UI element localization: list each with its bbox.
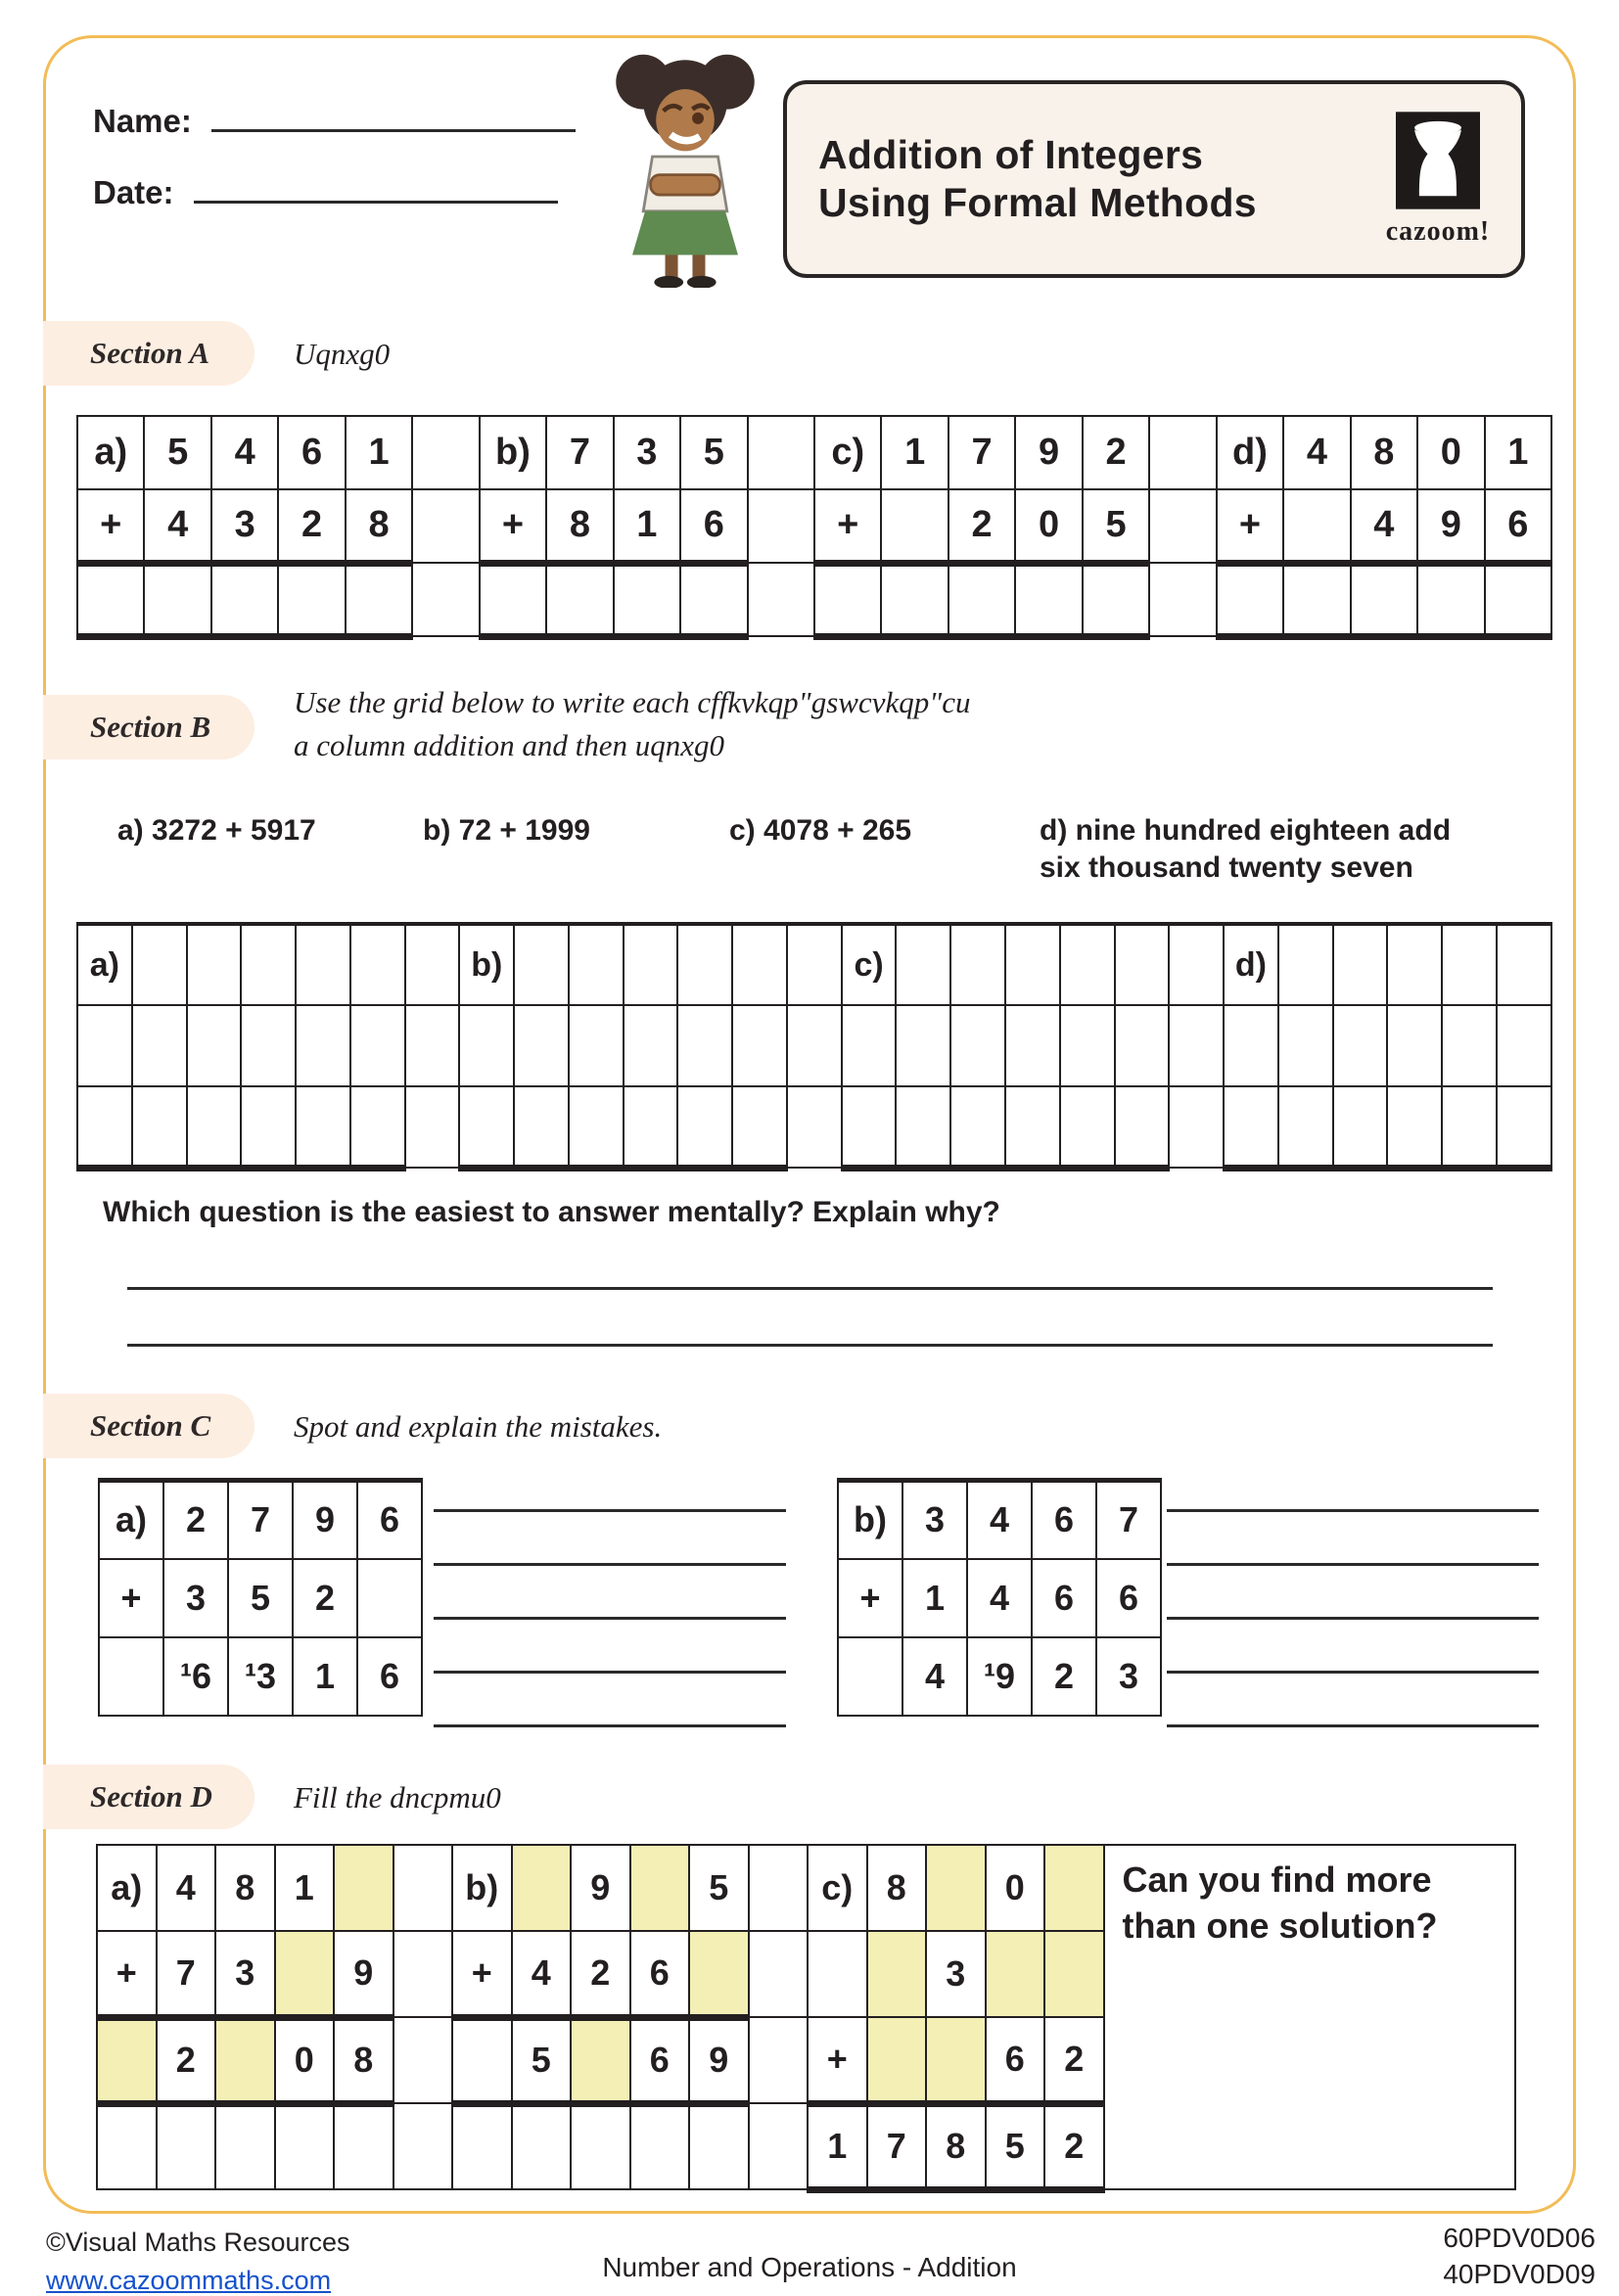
spacer-cell	[787, 1086, 842, 1168]
digit-cell: 1	[902, 1559, 967, 1637]
answer-line[interactable]	[434, 1509, 786, 1512]
digit-cell: 4	[512, 1931, 572, 2017]
blank-cell[interactable]	[334, 2103, 393, 2189]
blank-cell[interactable]	[452, 2017, 512, 2103]
blank-cell[interactable]	[986, 1931, 1045, 2017]
answer-cell[interactable]	[1283, 563, 1350, 636]
blank-cell[interactable]	[569, 924, 624, 1005]
group-label: b)	[838, 1481, 902, 1559]
blank-cell[interactable]	[1060, 1005, 1115, 1086]
date-label: Date:	[93, 174, 174, 210]
spacer-cell	[749, 1845, 809, 1931]
spacer-cell	[405, 924, 460, 1005]
blank-cell[interactable]	[630, 2103, 690, 2189]
blank-cell[interactable]	[350, 924, 405, 1005]
worksheet-title: Addition of Integers Using Formal Methods	[818, 131, 1257, 225]
spacer-cell	[749, 1931, 809, 2017]
answer-cell[interactable]	[1015, 563, 1082, 636]
blank-cell[interactable]	[926, 1845, 986, 1931]
group-label: a)	[99, 1481, 163, 1559]
plus-cell: +	[808, 2017, 867, 2103]
blank-cell[interactable]	[569, 1005, 624, 1086]
blank-cell[interactable]	[1060, 924, 1115, 1005]
group-label: c)	[842, 924, 897, 1005]
question-d: d) nine hundred eighteen add six thousand twenty seven	[1040, 814, 1452, 884]
blank-cell[interactable]	[881, 489, 948, 563]
blank-cell[interactable]	[514, 1005, 569, 1086]
blank-cell[interactable]	[1333, 924, 1388, 1005]
digit-cell: 5	[1083, 489, 1149, 563]
plus-cell: +	[838, 1559, 902, 1637]
spacer-cell	[393, 1845, 453, 1931]
answer-line[interactable]	[434, 1671, 786, 1674]
digit-cell: 5	[228, 1559, 293, 1637]
name-input-line[interactable]	[211, 98, 576, 132]
digit-cell: 4	[967, 1481, 1032, 1559]
section-b-grid	[76, 922, 1552, 1171]
answer-cell[interactable]	[732, 1086, 787, 1168]
section-c-header: Section C	[43, 1394, 254, 1458]
spacer-cell	[412, 489, 479, 563]
spacer-cell	[1169, 1005, 1224, 1086]
digit-cell: 9	[1015, 416, 1082, 489]
blank-cell[interactable]	[1497, 924, 1551, 1005]
logo-text: cazoom!	[1385, 215, 1491, 247]
blank-cell[interactable]	[732, 924, 787, 1005]
digit-cell: 3	[614, 416, 680, 489]
worksheet-title-box	[783, 80, 1525, 278]
digit-cell: 5	[689, 1845, 749, 1931]
girl-mascot-illustration	[592, 51, 778, 288]
digit-cell: 2	[571, 1931, 630, 2017]
answer-line[interactable]	[127, 1344, 1493, 1347]
digit-cell: 7	[546, 416, 613, 489]
digit-cell: 9	[293, 1481, 357, 1559]
plus-cell: +	[480, 489, 546, 563]
group-label: a)	[97, 1845, 157, 1931]
answer-cell[interactable]	[1351, 563, 1417, 636]
plus-cell	[77, 1005, 132, 1086]
plus-cell	[1224, 1005, 1278, 1086]
digit-cell: ¹6	[163, 1637, 228, 1716]
answer-cell[interactable]	[211, 563, 278, 636]
digit-cell: 8	[926, 2103, 986, 2189]
blank-cell[interactable]	[357, 1559, 422, 1637]
digit-cell: 4	[902, 1637, 967, 1716]
digit-cell: 0	[1417, 416, 1484, 489]
spacer-cell	[1169, 1086, 1224, 1168]
digit-cell: 7	[228, 1481, 293, 1559]
answer-line[interactable]	[1167, 1509, 1539, 1512]
digit-cell: 1	[808, 2103, 867, 2189]
digit-cell: 6	[357, 1637, 422, 1716]
cazoom-logo	[1380, 112, 1496, 248]
group-label: c)	[814, 416, 881, 489]
spacer-cell	[748, 416, 814, 489]
answer-cell[interactable]	[896, 1086, 950, 1168]
answer-cell[interactable]	[1333, 1086, 1388, 1168]
blank-cell[interactable]	[1283, 489, 1350, 563]
answer-cell[interactable]	[350, 1086, 405, 1168]
section-b-header: Section B	[43, 695, 254, 759]
answer-cell[interactable]	[881, 563, 948, 636]
answer-cell[interactable]	[1217, 563, 1283, 636]
digit-cell: ¹9	[967, 1637, 1032, 1716]
spacer-cell	[1169, 924, 1224, 1005]
drum-icon	[1396, 112, 1480, 209]
group-label: d)	[1224, 924, 1278, 1005]
digit-cell: 6	[1485, 489, 1551, 563]
answer-cell[interactable]	[569, 1086, 624, 1168]
answer-cell[interactable]	[624, 1086, 678, 1168]
digit-cell: 8	[334, 2017, 393, 2103]
section-c-table-a	[98, 1478, 423, 1717]
digit-cell: 5	[986, 2103, 1045, 2189]
digit-cell: 7	[948, 416, 1015, 489]
answer-cell[interactable]	[187, 1086, 242, 1168]
digit-cell: 2	[948, 489, 1015, 563]
blank-cell[interactable]	[350, 1005, 405, 1086]
digit-cell: 5	[144, 416, 210, 489]
blank-cell[interactable]	[896, 924, 950, 1005]
spacer-cell	[1149, 563, 1216, 636]
digit-cell: 9	[689, 2017, 749, 2103]
blank-cell[interactable]	[867, 1931, 927, 2017]
answer-cell[interactable]	[677, 1086, 732, 1168]
answer-line[interactable]	[434, 1563, 786, 1566]
digit-cell: 2	[1083, 416, 1149, 489]
answer-cell[interactable]	[1417, 563, 1484, 636]
blank-cell[interactable]	[512, 1845, 572, 1931]
answer-cell[interactable]	[614, 563, 680, 636]
answer-cell[interactable]	[948, 563, 1015, 636]
blank-cell[interactable]	[1387, 1005, 1442, 1086]
digit-cell: 4	[157, 1845, 216, 1931]
digit-cell: 6	[278, 416, 345, 489]
plus-cell: +	[99, 1559, 163, 1637]
blank-cell[interactable]	[1044, 1845, 1104, 1931]
answer-line[interactable]	[1167, 1617, 1539, 1620]
answer-cell[interactable]	[1005, 1086, 1060, 1168]
blank-cell[interactable]	[677, 924, 732, 1005]
digit-cell: 0	[1015, 489, 1082, 563]
group-label: b)	[480, 416, 546, 489]
blank-cell[interactable]	[867, 2017, 927, 2103]
answer-cell[interactable]	[480, 563, 546, 636]
digit-cell: 6	[1032, 1481, 1096, 1559]
blank-cell[interactable]	[896, 1005, 950, 1086]
digit-cell: 7	[157, 1931, 216, 2017]
digit-cell: 6	[357, 1481, 422, 1559]
answer-line[interactable]	[1167, 1671, 1539, 1674]
answer-cell[interactable]	[1083, 563, 1149, 636]
spacer-cell	[1149, 416, 1216, 489]
digit-cell: 2	[278, 489, 345, 563]
digit-cell: 4	[1283, 416, 1350, 489]
blank-cell[interactable]	[1044, 1931, 1104, 2017]
answer-cell[interactable]	[842, 1086, 897, 1168]
blank-cell[interactable]	[215, 2017, 275, 2103]
section-d-header: Section D	[43, 1765, 254, 1829]
answer-line[interactable]	[434, 1724, 786, 1727]
blank-cell[interactable]	[275, 2103, 335, 2189]
answer-line[interactable]	[434, 1617, 786, 1620]
question-c: c) 4078 + 265	[729, 814, 912, 847]
blank-cell[interactable]	[689, 1931, 749, 2017]
digit-cell: 7	[1096, 1481, 1161, 1559]
spacer-cell	[412, 416, 479, 489]
answer-cell[interactable]	[346, 563, 412, 636]
blank-cell[interactable]	[1005, 924, 1060, 1005]
digit-cell: 3	[902, 1481, 967, 1559]
digit-cell: 9	[334, 1931, 393, 2017]
blank-cell[interactable]	[296, 924, 350, 1005]
question-a: a) 3272 + 5917	[117, 814, 316, 847]
answer-cell[interactable]	[296, 1086, 350, 1168]
plus-cell: +	[77, 489, 144, 563]
blank-cell[interactable]	[624, 1005, 678, 1086]
plus-cell	[842, 1005, 897, 1086]
group-label: a)	[77, 416, 144, 489]
section-c-table-b	[837, 1478, 1162, 1717]
blank-cell[interactable]	[97, 2103, 157, 2189]
answer-cell[interactable]	[278, 563, 345, 636]
plus-cell	[459, 1005, 514, 1086]
spacer-cell	[405, 1005, 460, 1086]
blank-cell[interactable]	[689, 2103, 749, 2189]
digit-cell: 1	[346, 416, 412, 489]
spacer-cell	[405, 1086, 460, 1168]
section-a-grid	[76, 415, 1552, 640]
website-link[interactable]: www.cazoommaths.com	[46, 2266, 332, 2295]
spacer-cell	[748, 489, 814, 563]
plus-cell: +	[452, 1931, 512, 2017]
spacer-cell	[749, 2103, 809, 2189]
digit-cell: 1	[293, 1637, 357, 1716]
digit-cell: 8	[215, 1845, 275, 1931]
answer-cell[interactable]	[1060, 1086, 1115, 1168]
copyright-text: ©Visual Maths Resources	[46, 2227, 350, 2257]
blank-cell[interactable]	[334, 1845, 393, 1931]
spacer-cell	[1149, 489, 1216, 563]
answer-cell[interactable]	[838, 1637, 902, 1716]
answer-cell[interactable]	[546, 563, 613, 636]
blank-cell[interactable]	[97, 2017, 157, 2103]
blank-cell[interactable]	[1005, 1005, 1060, 1086]
digit-cell: 6	[630, 1931, 690, 2017]
blank-cell[interactable]	[1497, 1005, 1551, 1086]
spacer-cell	[412, 563, 479, 636]
answer-cell[interactable]	[144, 563, 210, 636]
answer-cell[interactable]	[1115, 1086, 1170, 1168]
blank-cell[interactable]	[215, 2103, 275, 2189]
spacer-cell	[748, 563, 814, 636]
blank-cell[interactable]	[950, 1005, 1005, 1086]
answer-cell[interactable]	[1278, 1086, 1333, 1168]
blank-cell[interactable]	[452, 2103, 512, 2189]
digit-cell: 4	[967, 1559, 1032, 1637]
blank-cell[interactable]	[571, 2103, 630, 2189]
digit-cell: 8	[867, 1845, 927, 1931]
digit-cell: 2	[163, 1481, 228, 1559]
blank-cell[interactable]	[275, 1931, 335, 2017]
digit-cell: 1	[614, 489, 680, 563]
digit-cell: 8	[346, 489, 412, 563]
section-a-header: Section A	[43, 321, 254, 386]
digit-cell: 3	[926, 1931, 986, 2017]
blank-cell[interactable]	[296, 1005, 350, 1086]
group-label: a)	[77, 924, 132, 1005]
answer-line[interactable]	[127, 1287, 1493, 1290]
digit-cell: 7	[867, 2103, 927, 2189]
answer-cell[interactable]	[241, 1086, 296, 1168]
spacer-cell	[393, 1931, 453, 2017]
blank-cell[interactable]	[1278, 1005, 1333, 1086]
plus-cell: +	[1217, 489, 1283, 563]
blank-cell[interactable]	[187, 924, 242, 1005]
digit-cell: 6	[1032, 1559, 1096, 1637]
answer-cell[interactable]	[1224, 1086, 1278, 1168]
digit-cell: 4	[144, 489, 210, 563]
name-label: Name:	[93, 103, 192, 139]
blank-cell[interactable]	[1278, 924, 1333, 1005]
blank-cell[interactable]	[808, 1931, 867, 2017]
spacer-cell	[749, 2017, 809, 2103]
answer-cell[interactable]	[814, 563, 881, 636]
digit-cell: 6	[1096, 1559, 1161, 1637]
blank-cell[interactable]	[1442, 924, 1497, 1005]
group-label: b)	[452, 1845, 512, 1931]
answer-cell[interactable]	[1485, 563, 1551, 636]
spacer-cell	[787, 924, 842, 1005]
digit-cell: 1	[1485, 416, 1551, 489]
blank-cell[interactable]	[187, 1005, 242, 1086]
blank-cell[interactable]	[512, 2103, 572, 2189]
answer-line[interactable]	[1167, 1563, 1539, 1566]
blank-cell[interactable]	[1387, 924, 1442, 1005]
section-b-instruction: Use the grid below to write each cffkvkqp"gswcvkqp"cu a column addition and then uqnxg0	[294, 685, 971, 762]
date-input-line[interactable]	[194, 169, 558, 204]
digit-cell: 8	[1351, 416, 1417, 489]
digit-cell: 4	[211, 416, 278, 489]
answer-line[interactable]	[1167, 1724, 1539, 1727]
digit-cell: 0	[986, 1845, 1045, 1931]
plus-cell: +	[814, 489, 881, 563]
answer-cell[interactable]	[77, 1086, 132, 1168]
digit-cell: ¹3	[228, 1637, 293, 1716]
blank-cell[interactable]	[514, 924, 569, 1005]
footer-codes: 60PDV0D06 40PDV0D09	[1443, 2223, 1596, 2289]
plus-cell: +	[97, 1931, 157, 2017]
blank-cell[interactable]	[132, 924, 187, 1005]
answer-cell[interactable]	[1497, 1086, 1551, 1168]
answer-cell[interactable]	[1387, 1086, 1442, 1168]
section-d-grid	[96, 1844, 1516, 2193]
blank-cell[interactable]	[926, 2017, 986, 2103]
digit-cell: 6	[680, 489, 747, 563]
blank-cell[interactable]	[1115, 924, 1170, 1005]
digit-cell: 2	[1032, 1637, 1096, 1716]
answer-cell[interactable]	[459, 1086, 514, 1168]
blank-cell[interactable]	[157, 2103, 216, 2189]
blank-cell[interactable]	[1442, 1005, 1497, 1086]
digit-cell: 1	[881, 416, 948, 489]
footer-center: Number and Operations - Addition	[602, 2252, 1017, 2282]
group-label: d)	[1217, 416, 1283, 489]
blank-cell[interactable]	[950, 924, 1005, 1005]
digit-cell: 6	[986, 2017, 1045, 2103]
digit-cell: 5	[512, 2017, 572, 2103]
answer-cell[interactable]	[99, 1637, 163, 1716]
answer-cell[interactable]	[950, 1086, 1005, 1168]
digit-cell: 5	[680, 416, 747, 489]
digit-cell: 3	[211, 489, 278, 563]
blank-cell[interactable]	[571, 2017, 630, 2103]
digit-cell: 3	[215, 1931, 275, 2017]
digit-cell: 8	[546, 489, 613, 563]
digit-cell: 3	[1096, 1637, 1161, 1716]
section-a-instruction: Uqnxg0	[294, 337, 391, 371]
answer-cell[interactable]	[1442, 1086, 1497, 1168]
answer-cell[interactable]	[680, 563, 747, 636]
solution-note: Can you find more than one solution?	[1104, 1845, 1515, 2189]
blank-cell[interactable]	[630, 1845, 690, 1931]
section-c-instruction: Spot and explain the mistakes.	[294, 1409, 663, 1444]
blank-cell[interactable]	[624, 924, 678, 1005]
blank-cell[interactable]	[132, 1005, 187, 1086]
digit-cell: 2	[1044, 2017, 1104, 2103]
mental-question: Which question is the easiest to answer mentally? Explain why?	[103, 1196, 1000, 1228]
answer-cell[interactable]	[514, 1086, 569, 1168]
digit-cell: 9	[1417, 489, 1484, 563]
digit-cell: 0	[275, 2017, 335, 2103]
digit-cell: 4	[1351, 489, 1417, 563]
blank-cell[interactable]	[241, 1005, 296, 1086]
name-date-block	[93, 98, 576, 241]
group-label: c)	[808, 1845, 867, 1931]
digit-cell: 9	[571, 1845, 630, 1931]
digit-cell: 2	[157, 2017, 216, 2103]
blank-cell[interactable]	[1333, 1005, 1388, 1086]
digit-cell: 2	[293, 1559, 357, 1637]
blank-cell[interactable]	[241, 924, 296, 1005]
group-label: b)	[459, 924, 514, 1005]
digit-cell: 1	[275, 1845, 335, 1931]
blank-cell[interactable]	[1115, 1005, 1170, 1086]
blank-cell[interactable]	[677, 1005, 732, 1086]
spacer-cell	[787, 1005, 842, 1086]
spacer-cell	[393, 2103, 453, 2189]
question-b: b) 72 + 1999	[423, 814, 590, 847]
section-d-instruction: Fill the dncpmu0	[294, 1780, 501, 1814]
blank-cell[interactable]	[732, 1005, 787, 1086]
digit-cell: 3	[163, 1559, 228, 1637]
spacer-cell	[393, 2017, 453, 2103]
answer-cell[interactable]	[132, 1086, 187, 1168]
answer-cell[interactable]	[77, 563, 144, 636]
digit-cell: 2	[1044, 2103, 1104, 2189]
digit-cell: 6	[630, 2017, 690, 2103]
